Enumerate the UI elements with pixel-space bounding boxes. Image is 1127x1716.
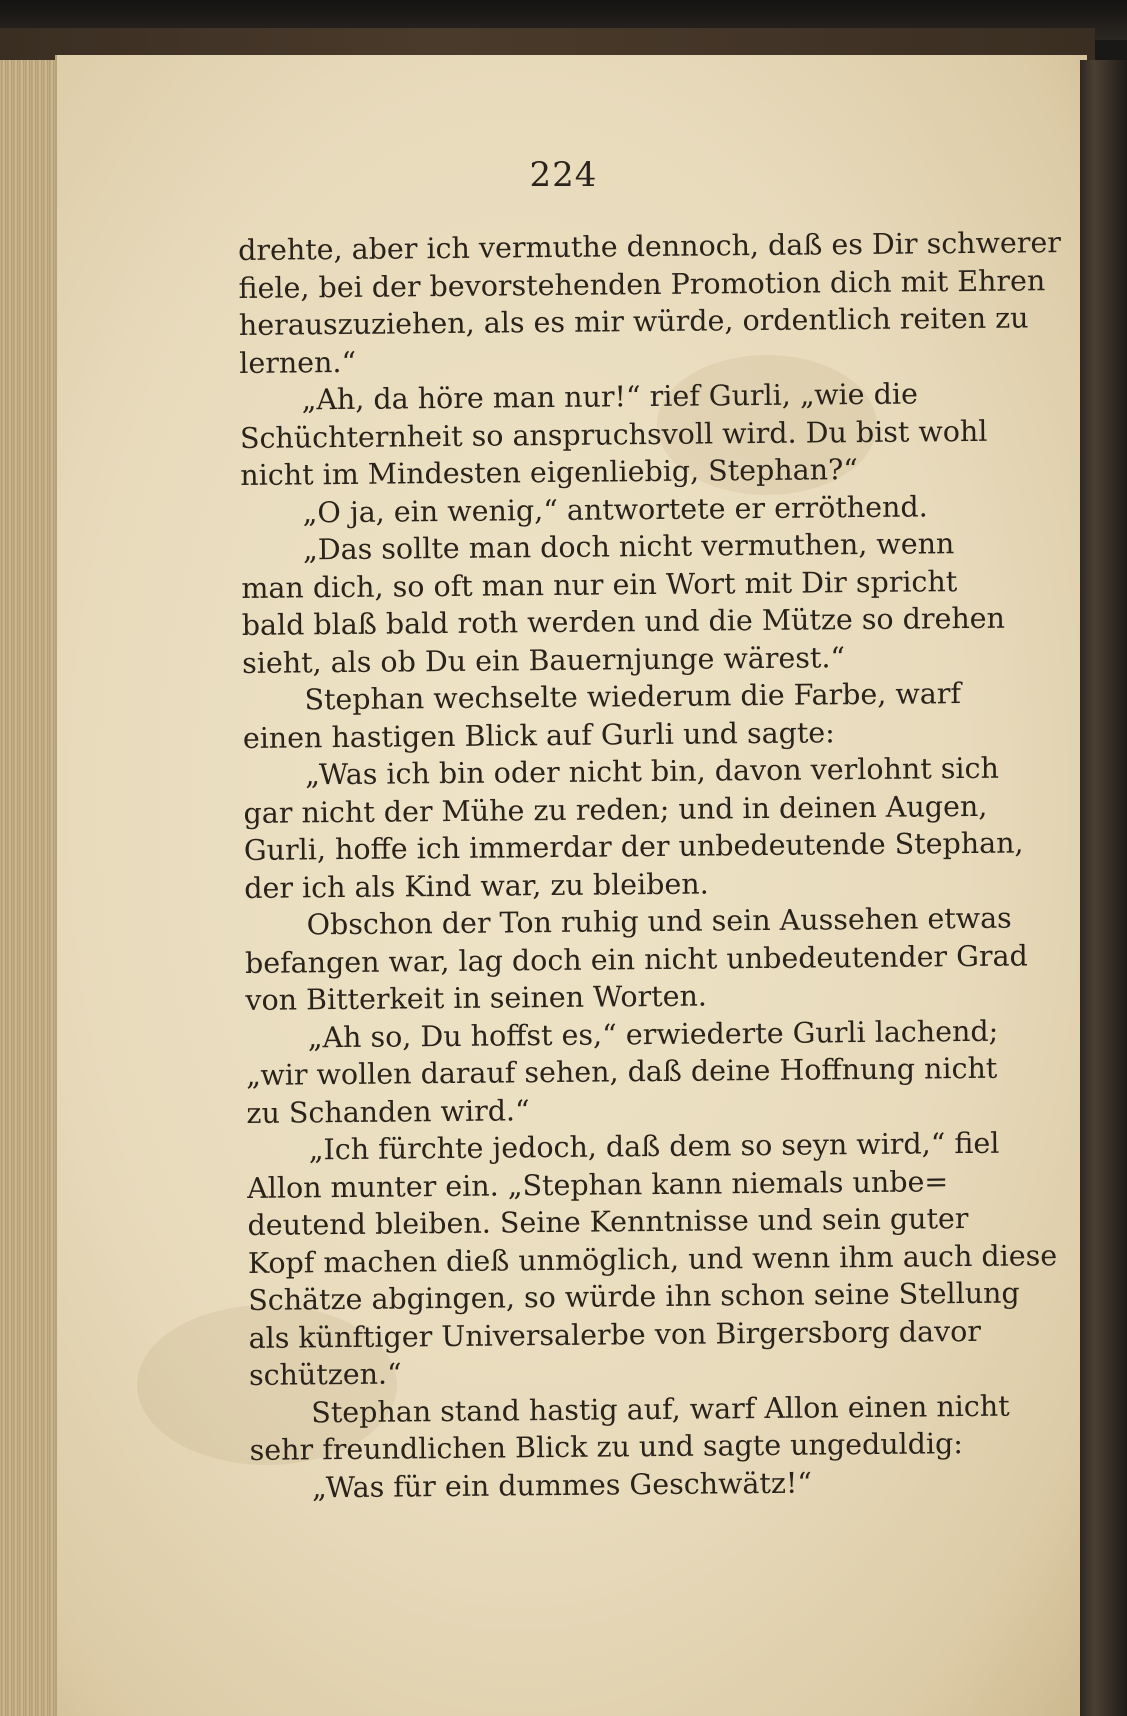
text-line: Stephan stand hastig auf, warf Allon einen nicht xyxy=(311,1389,1010,1429)
text-line: gar nicht der Mühe zu reden; und in deinen Augen, xyxy=(243,789,988,830)
text-line: lernen.“ xyxy=(239,345,357,380)
text-line: einen hastigen Blick auf Gurli und sagte: xyxy=(242,715,835,755)
text-line: Gurli, hoffe ich immerdar der unbedeutende Stephan, xyxy=(243,826,1024,867)
text-line: von Bitterkeit in seinen Worten. xyxy=(245,979,708,1017)
text-line: bald blaß bald roth werden und die Mütze so drehen xyxy=(241,601,1006,642)
text-line: man dich, so oft man nur ein Wort mit Dir spricht xyxy=(241,564,958,605)
text-line: sieht, als ob Du ein Bauernjunge wärest.“ xyxy=(241,640,846,680)
text-line: drehte, aber ich vermuthe dennoch, daß es Dir schwerer xyxy=(238,226,1062,267)
page-number: 224 xyxy=(529,155,598,195)
text-line: befangen war, lag doch ein nicht unbedeutender Grad xyxy=(244,938,1028,980)
text-line: Allon munter ein. „Stephan kann niemals unbe= xyxy=(247,1164,949,1205)
text-line: „Das sollte man doch nicht vermuthen, wenn xyxy=(302,527,955,567)
text-line: Kopf machen dieß unmöglich, und wenn ihm auch diese xyxy=(247,1238,1058,1280)
text-line: „Was für ein dummes Geschwätz!“ xyxy=(311,1466,813,1504)
text-line: sehr freundlichen Blick zu und sagte ungeduldig: xyxy=(249,1427,964,1467)
text-line: „Ich fürchte jedoch, daß dem so seyn wird,“ fiel xyxy=(308,1126,1000,1167)
text-line: „Ah, da höre man nur!“ rief Gurli, „wie die xyxy=(301,377,919,417)
text-line: „Was ich bin oder nicht bin, davon verlohnt sich xyxy=(305,751,999,792)
body-text xyxy=(238,224,1070,1507)
book-gutter xyxy=(1080,60,1127,1716)
text-line: der ich als Kind war, zu bleiben. xyxy=(244,867,709,905)
text-line: „O ja, ein wenig,“ antwortete er erröthend. xyxy=(302,489,928,529)
text-line: deutend bleiben. Seine Kenntnisse und sein guter xyxy=(247,1202,969,1242)
text-line: Schüchternheit so anspruchsvoll wird. Du bist wohl xyxy=(239,414,988,455)
text-line: „wir wollen darauf sehen, daß deine Hoffnung nicht xyxy=(245,1051,998,1092)
text-line: schützen.“ xyxy=(248,1357,402,1392)
text-line: als künftiger Universalerbe von Birgersborg davor xyxy=(248,1314,982,1355)
text-line: Stephan wechselte wiederum die Farbe, warf xyxy=(304,677,962,717)
text-line: nicht im Mindesten eigenliebig, Stephan?“ xyxy=(240,453,858,492)
text-line: „Ah so, Du hoffst es,“ erwiederte Gurli lachend; xyxy=(307,1014,999,1054)
text-line: Obschon der Ton ruhig und sein Aussehen etwas xyxy=(306,901,1012,942)
text-line: Schätze abgingen, so würde ihn schon seine Stellung xyxy=(248,1276,1020,1317)
text-line: zu Schanden wird.“ xyxy=(246,1093,530,1130)
text-line: fiele, bei der bevorstehenden Promotion dich mit Ehren xyxy=(238,263,1046,305)
text-line: herauszuziehen, als es mir würde, ordentlich reiten zu xyxy=(238,301,1029,342)
